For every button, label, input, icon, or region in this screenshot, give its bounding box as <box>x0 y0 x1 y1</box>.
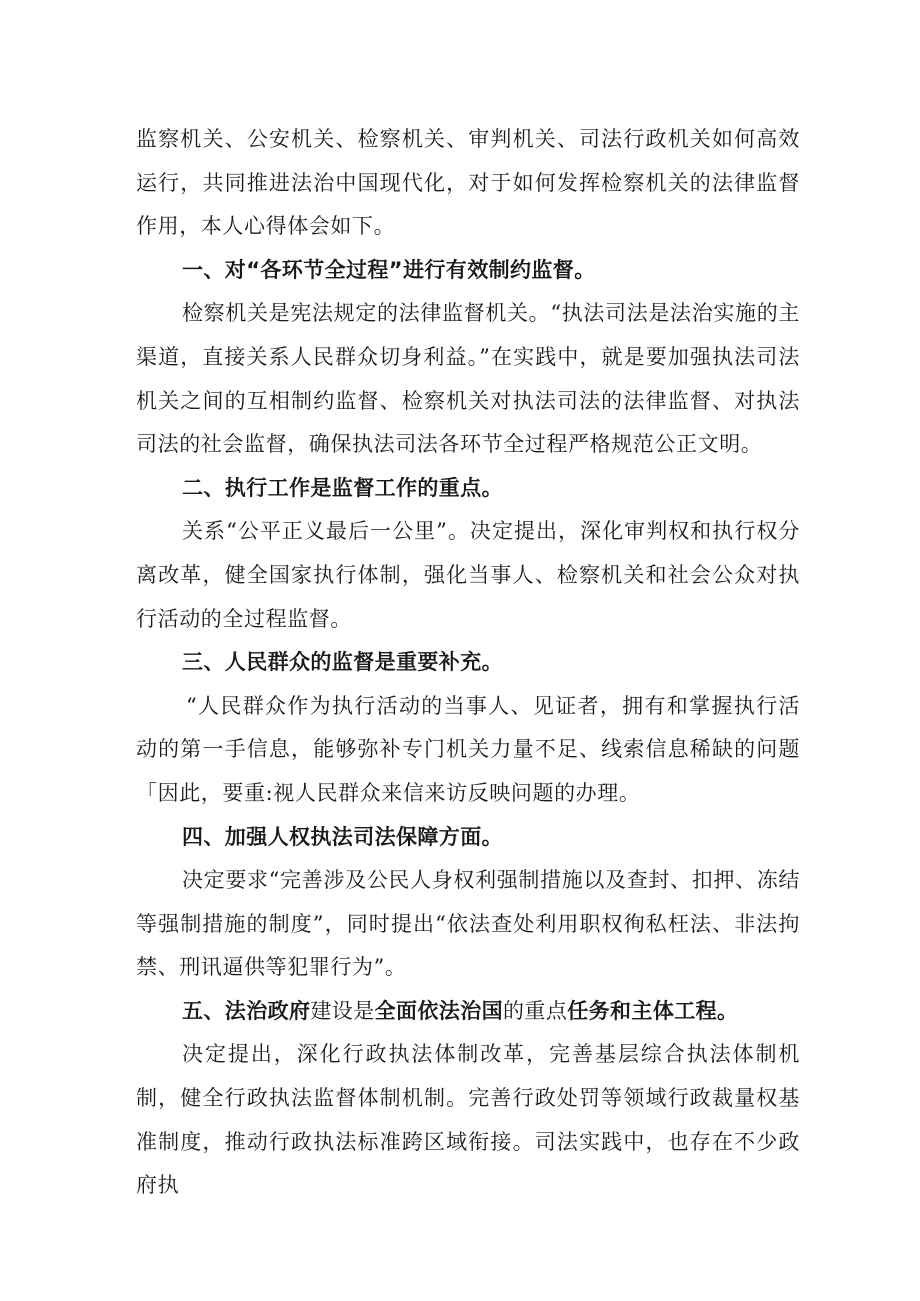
section-4-heading: 四、加强人权执法司法保障方面。 <box>182 824 503 849</box>
section-1-body: 检察机关是宪法规定的法律监督机关。“执法司法是法治实施的主渠道，直接关系人民群众切身利益。”在实践中，就是要加强执法司法机关之间的互相制约监督、检察机关对执法司法的法律监督、对执法司法的社会监督，确保执法司法各环节全过程严格规范公正文明。 <box>136 301 800 457</box>
section-3-body: “人民群众作为执行活动的当事人、见证者，拥有和掌握执行活动的第一手信息，能够弥补专门机关力量不足、线索信息稀缺的问题「因此，要重:视人民群众来信来访反映问题的办理。 <box>136 693 800 805</box>
document-body <box>136 118 800 1208</box>
section-4-body: 决定要求“完善涉及公民人身权利强制措施以及查封、扣押、冻结等强制措施的制度”，同时提出“依法查处利用职权徇私枉法、非法拘禁、刑讯逼供等犯罪行为”。 <box>136 868 800 980</box>
section-5-heading-part-3: 全面依法治国 <box>374 998 504 1023</box>
section-5-heading-part-5: 任务和主体工程。 <box>567 998 739 1023</box>
section-5-body: 决定提出，深化行政执法体制改革，完善基层综合执法体制机制，健全行政执法监督体制机制。完善行政处罚等领域行政裁量权基准制度，推动行政执法标准跨区域衔接。司法实践中，也存在不少政府执 <box>136 1042 800 1198</box>
section-2-heading: 二、执行工作是监督工作的重点。 <box>182 475 503 500</box>
section-5-heading-part-1: 五、法治政府 <box>182 998 311 1023</box>
section-5-heading-part-2: 建设是 <box>310 998 375 1023</box>
section-3-heading: 三、人民群众的监督是重要补充。 <box>182 650 503 675</box>
section-5-heading <box>136 990 800 1034</box>
intro-paragraph: 监察机关、公安机关、检察机关、审判机关、司法行政机关如何高效运行，共同推进法治中国现代化，对于如何发挥检察机关的法律监督作用，本人心得体会如下。 <box>136 127 800 239</box>
section-2-body: 关系“公平正义最后一公里”。决定提出，深化审判权和执行权分离改革，健全国家执行体制，强化当事人、检察机关和社会公众对执行活动的全过程监督。 <box>136 519 800 631</box>
section-1-heading: 一、对“各环节全过程”进行有效制约监督。 <box>182 257 596 282</box>
section-5-heading-part-4: 的重点 <box>503 998 568 1023</box>
